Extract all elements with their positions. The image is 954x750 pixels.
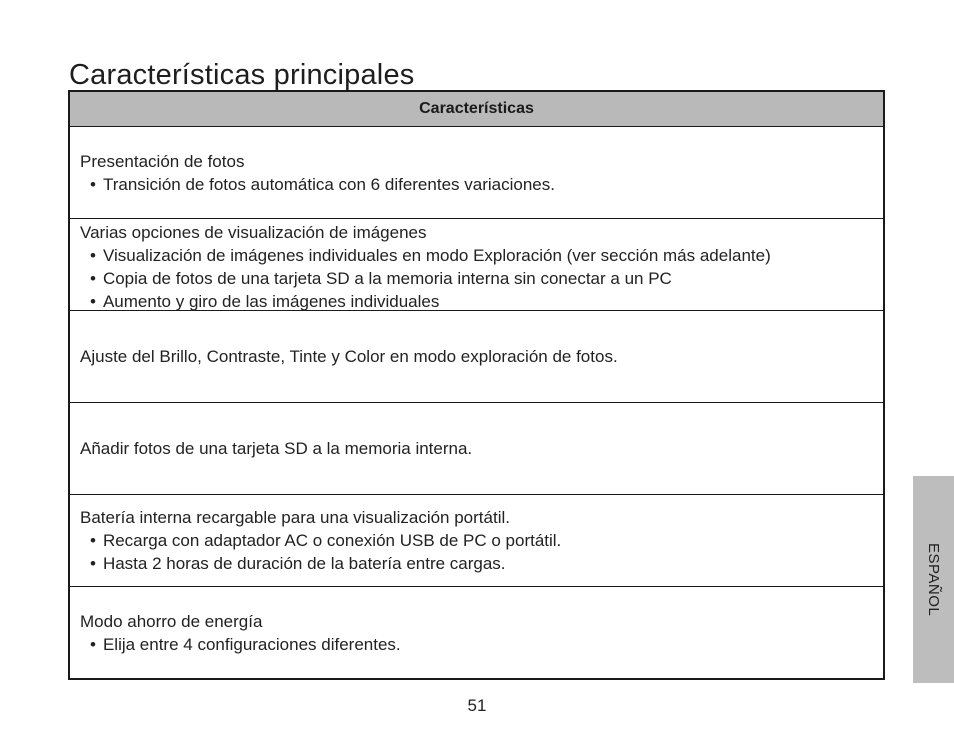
row-title: Modo ahorro de energía — [80, 612, 263, 631]
table-row — [70, 495, 883, 587]
bullet-item: • Copia de fotos de una tarjeta SD a la memoria interna sin conectar a un PC — [80, 267, 873, 290]
bullet-item: • Aumento y giro de las imágenes individuales — [80, 290, 873, 313]
bullet-list — [80, 244, 873, 313]
bullet-item: • Visualización de imágenes individuales en modo Exploración (ver sección más adelante) — [80, 244, 873, 267]
language-tab — [913, 476, 954, 683]
table-row — [70, 587, 883, 679]
table-rows — [70, 127, 883, 679]
features-table — [68, 90, 885, 680]
table-header: Características — [70, 92, 883, 127]
bullet-item: • Elija entre 4 configuraciones diferentes. — [80, 633, 873, 656]
page-number: 51 — [467, 696, 487, 715]
bullet-item: • Transición de fotos automática con 6 diferentes variaciones. — [80, 173, 873, 196]
bullet-item: • Hasta 2 horas de duración de la batería entre cargas. — [80, 552, 873, 575]
row-title: Batería interna recargable para una visualización portátil. — [80, 508, 510, 527]
row-title: Añadir fotos de una tarjeta SD a la memoria interna. — [80, 439, 473, 458]
row-title: Varias opciones de visualización de imágenes — [80, 223, 427, 242]
language-tab-label: ESPAÑOL — [925, 542, 942, 617]
bullet-list — [80, 633, 873, 656]
bullet-list — [80, 173, 873, 196]
table-row — [70, 311, 883, 403]
table-row — [70, 403, 883, 495]
page-title: Características principales — [69, 59, 415, 92]
row-title: Presentación de fotos — [80, 151, 245, 171]
bullet-list — [80, 529, 873, 575]
bullet-item: • Recarga con adaptador AC o conexión USB de PC o portátil. — [80, 529, 873, 552]
row-title: Ajuste del Brillo, Contraste, Tinte y Color en modo exploración de fotos. — [80, 347, 618, 366]
table-row — [70, 219, 883, 311]
table-row — [70, 127, 883, 219]
